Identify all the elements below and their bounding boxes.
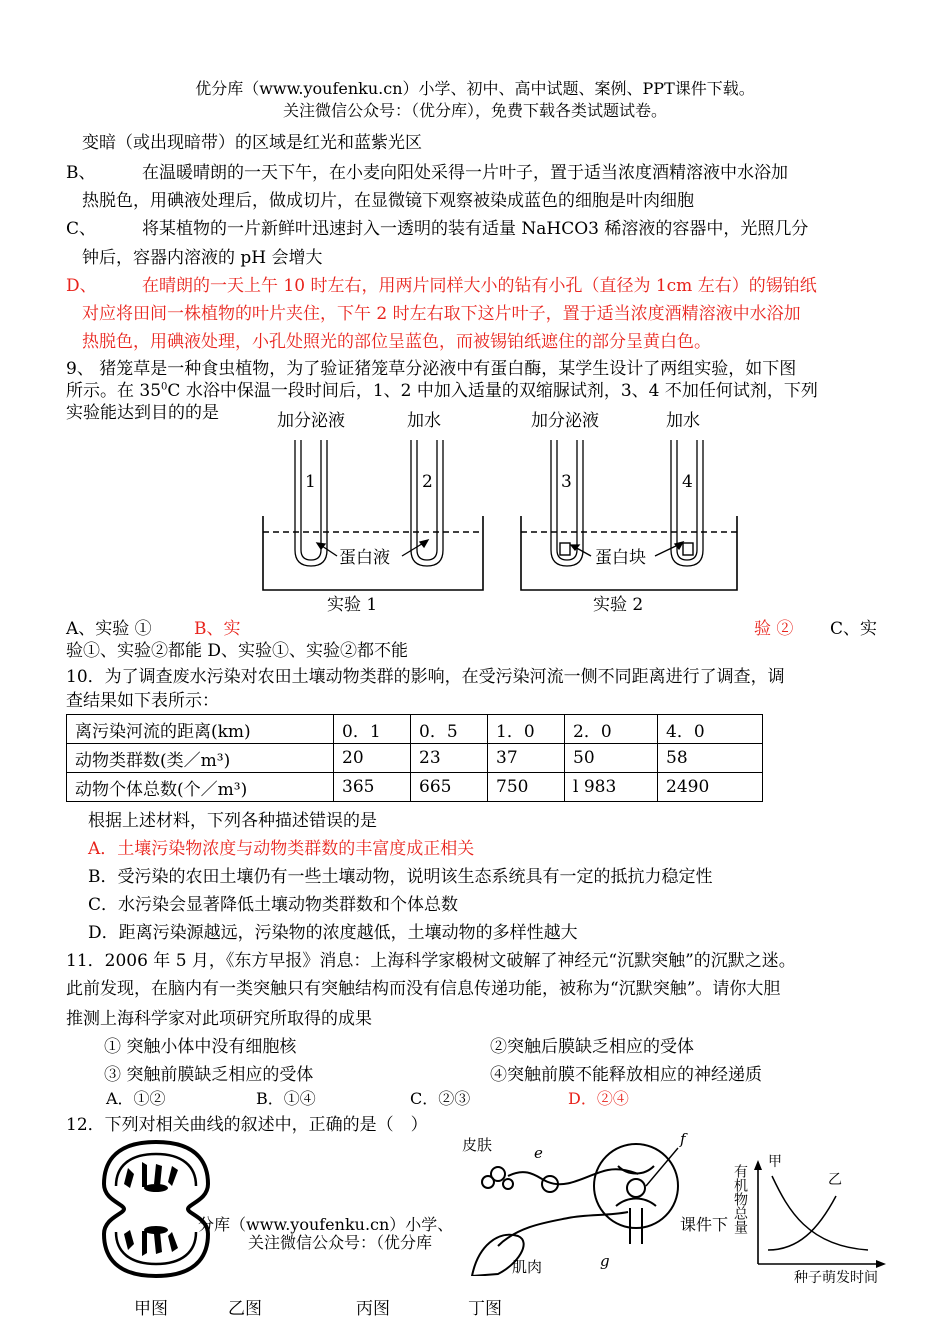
q8-b-label: B、: [66, 163, 96, 183]
table-row: 动物类群数(类／m³) 20 23 37 50 58: [67, 744, 763, 773]
reflex-label-e: e: [534, 1144, 543, 1162]
q12-stem: 12．下列对相关曲线的叙述中，正确的是（ ）: [66, 1115, 428, 1135]
caption-yi: 乙图: [228, 1299, 262, 1319]
q9-experiment-figure: [255, 404, 755, 620]
q11-line-2: 此前发现，在脑内有一类突触只有突触结构而没有信息传递功能，被称为“沉默突触”。请你大胆: [66, 979, 781, 999]
tube-2-number: 2: [422, 472, 433, 492]
q11-statement-4: ④突触前膜不能释放相应的神经递质: [490, 1065, 762, 1085]
caption-bing: 丙图: [356, 1299, 390, 1319]
footer-watermark-line-1a: 分库（www.youfenku.cn）小学、: [198, 1215, 454, 1234]
q11-line-3: 推测上海科学家对此项研究所取得的成果: [66, 1009, 372, 1029]
tube-1-number: 1: [305, 472, 316, 492]
table-row: 离污染河流的距离(km) 0．1 0．5 1．0 2．0 4．0: [67, 715, 763, 744]
reflex-label-f: f: [680, 1130, 686, 1148]
q11-option-c: C．②③: [410, 1089, 471, 1108]
q11-line-1: 11．2006 年 5 月，《东方早报》消息：上海科学家椴树文破解了神经元“沉默突触”的沉默之迷。: [66, 951, 796, 971]
q11-statement-1: ① 突触小体中没有细胞核: [104, 1037, 297, 1057]
q11-option-d: D．②④: [568, 1089, 629, 1108]
q8-b-line-2: 热脱色，用碘液处理后，做成切片，在显微镜下观察被染成蓝色的细胞是叶肉细胞: [82, 191, 694, 211]
q10-option-d: D．距离污染源越远，污染物的浓度越低，土壤动物的多样性越大: [88, 923, 578, 943]
figure-ding-curve-graph: [728, 1150, 898, 1288]
tube-3-inner: [557, 440, 577, 560]
table-row: 动物个体总数(个／m³) 365 665 750 l 983 2490: [67, 773, 763, 802]
q11-option-b: B．①④: [256, 1089, 316, 1108]
q8-a-continuation: 变暗（或出现暗带）的区域是红光和蓝紫光区: [82, 133, 422, 153]
q8-c-label: C、: [66, 219, 97, 239]
figure-bing-reflex-arc: [458, 1126, 720, 1276]
q10-option-b: B．受污染的农田土壤仍有一些土壤动物，说明该生态系统具有一定的抵抗力稳定性: [88, 867, 713, 887]
q9-line-3: 实验能达到目的的是: [66, 403, 219, 423]
q8-c-line-1: 将某植物的一片新鲜叶迅速封入一透明的装有适量 NaHCO3 稀溶液的容器中，光照几分: [142, 219, 809, 239]
footer-watermark-line-1b: 课件下: [680, 1215, 729, 1234]
footer-watermark-line-2: 关注微信公众号：（优分库: [248, 1233, 433, 1252]
caption-jia: 甲图: [134, 1299, 168, 1319]
q10-line-1: 10．为了调查废水污染对农田土壤动物类群的影响，在受污染河流一侧不同距离进行了调查，调: [66, 667, 785, 687]
q9-line-1: 9、 猪笼草是一种食虫植物，为了验证猪笼草分泌液中有蛋白酶，某学生设计了两组实验，如下图: [66, 359, 797, 379]
tube-4-number: 4: [682, 472, 693, 492]
figure-jia-dividing-cell: [100, 1138, 212, 1280]
reflex-skin-label: 皮肤: [462, 1136, 493, 1154]
reflex-label-g: g: [600, 1252, 610, 1270]
graph-y-axis-label: 有机物总量: [732, 1164, 748, 1234]
tube-3-number: 3: [561, 472, 572, 492]
q11-statement-2: ②突触后膜缺乏相应的受体: [490, 1037, 694, 1057]
q8-c-line-2: 钟后，容器内溶液的 pH 会增大: [82, 248, 323, 268]
q8-d-line-3: 热脱色，用碘液处理，小孔处照光的部位呈蓝色，而被锡铂纸遮住的部分呈黄白色。: [82, 332, 711, 352]
q9-option-a: A、实验 ①: [66, 619, 152, 639]
q9-option-b-part-1: B、实: [194, 619, 241, 639]
header-line-1: 优分库（www.youfenku.cn）小学、初中、高中试题、案例、PPT课件下载。: [195, 79, 755, 98]
graph-x-axis-label: 种子萌发时间: [794, 1270, 878, 1286]
caption-ding: 丁图: [468, 1299, 502, 1319]
fig-label-add-secretion-1: 加分泌液: [277, 411, 345, 431]
q10-option-c: C．水污染会显著降低土壤动物类群数和个体总数: [88, 895, 459, 915]
fig-label-add-secretion-2: 加分泌液: [531, 411, 599, 431]
tube-3-outer: [551, 440, 583, 566]
q9-options-line-2: 验①、实验②都能 D、实验①、实验②都不能: [66, 641, 409, 661]
fig-protein-block-label: 蛋白块: [595, 548, 646, 568]
q10-data-table: [66, 714, 763, 802]
fig-exp-2-label: 实验 2: [593, 595, 644, 615]
tube-4-outer: [671, 440, 703, 566]
q10-option-a: A．土壤污染物浓度与动物类群数的丰富度成正相关: [88, 839, 475, 859]
header-line-2: 关注微信公众号：（优分库），免费下载各类试题试卷。: [282, 101, 667, 120]
q8-b-line-1: 在温暖晴朗的一天下午，在小麦向阳处采得一片叶子，置于适当浓度酒精溶液中水浴加: [142, 163, 788, 183]
q8-d-label: D、: [66, 276, 97, 296]
fig-protein-solution-label: 蛋白液: [339, 548, 390, 568]
tube-4-inner: [677, 440, 697, 560]
q9-option-c-part-1: C、实: [830, 619, 878, 639]
protein-block-3: [560, 543, 570, 555]
protein-block-4: [683, 543, 693, 555]
graph-label-jia: 甲: [768, 1154, 782, 1170]
q9-option-b-part-2: 验 ②: [754, 619, 794, 639]
fig-exp-1-label: 实验 1: [327, 595, 378, 615]
reflex-muscle-label: 肌肉: [512, 1258, 543, 1276]
q10-line-2: 查结果如下表所示：: [66, 691, 219, 711]
q11-statement-3: ③ 突触前膜缺乏相应的受体: [104, 1065, 314, 1085]
q8-d-line-2: 对应将田间一株植物的叶片夹住，下午 2 时左右取下这片叶子，置于适当浓度酒精溶液中水浴加: [82, 304, 801, 324]
tube-1-inner: [301, 440, 321, 560]
q9-line-2: 所示。在 $35^0C$ 水浴中保温一段时间后，1、2 中加入适量的双缩脲试剂，3、4 不加任何试剂，下列: [66, 381, 818, 401]
q8-d-line-1: 在晴朗的一天上午 10 时左右，用两片同样大小的钻有小孔（直径为 1cm 左右）的锡铂纸: [142, 276, 817, 296]
fig-label-add-water-2: 加水: [666, 411, 700, 431]
q10-stem: 根据上述材料，下列各种描述错误的是: [88, 811, 377, 831]
curve-jia: [772, 1176, 868, 1250]
fig-label-add-water-1: 加水: [407, 411, 441, 431]
q11-option-a: A．①②: [106, 1089, 166, 1108]
graph-label-yi: 乙: [828, 1172, 842, 1188]
